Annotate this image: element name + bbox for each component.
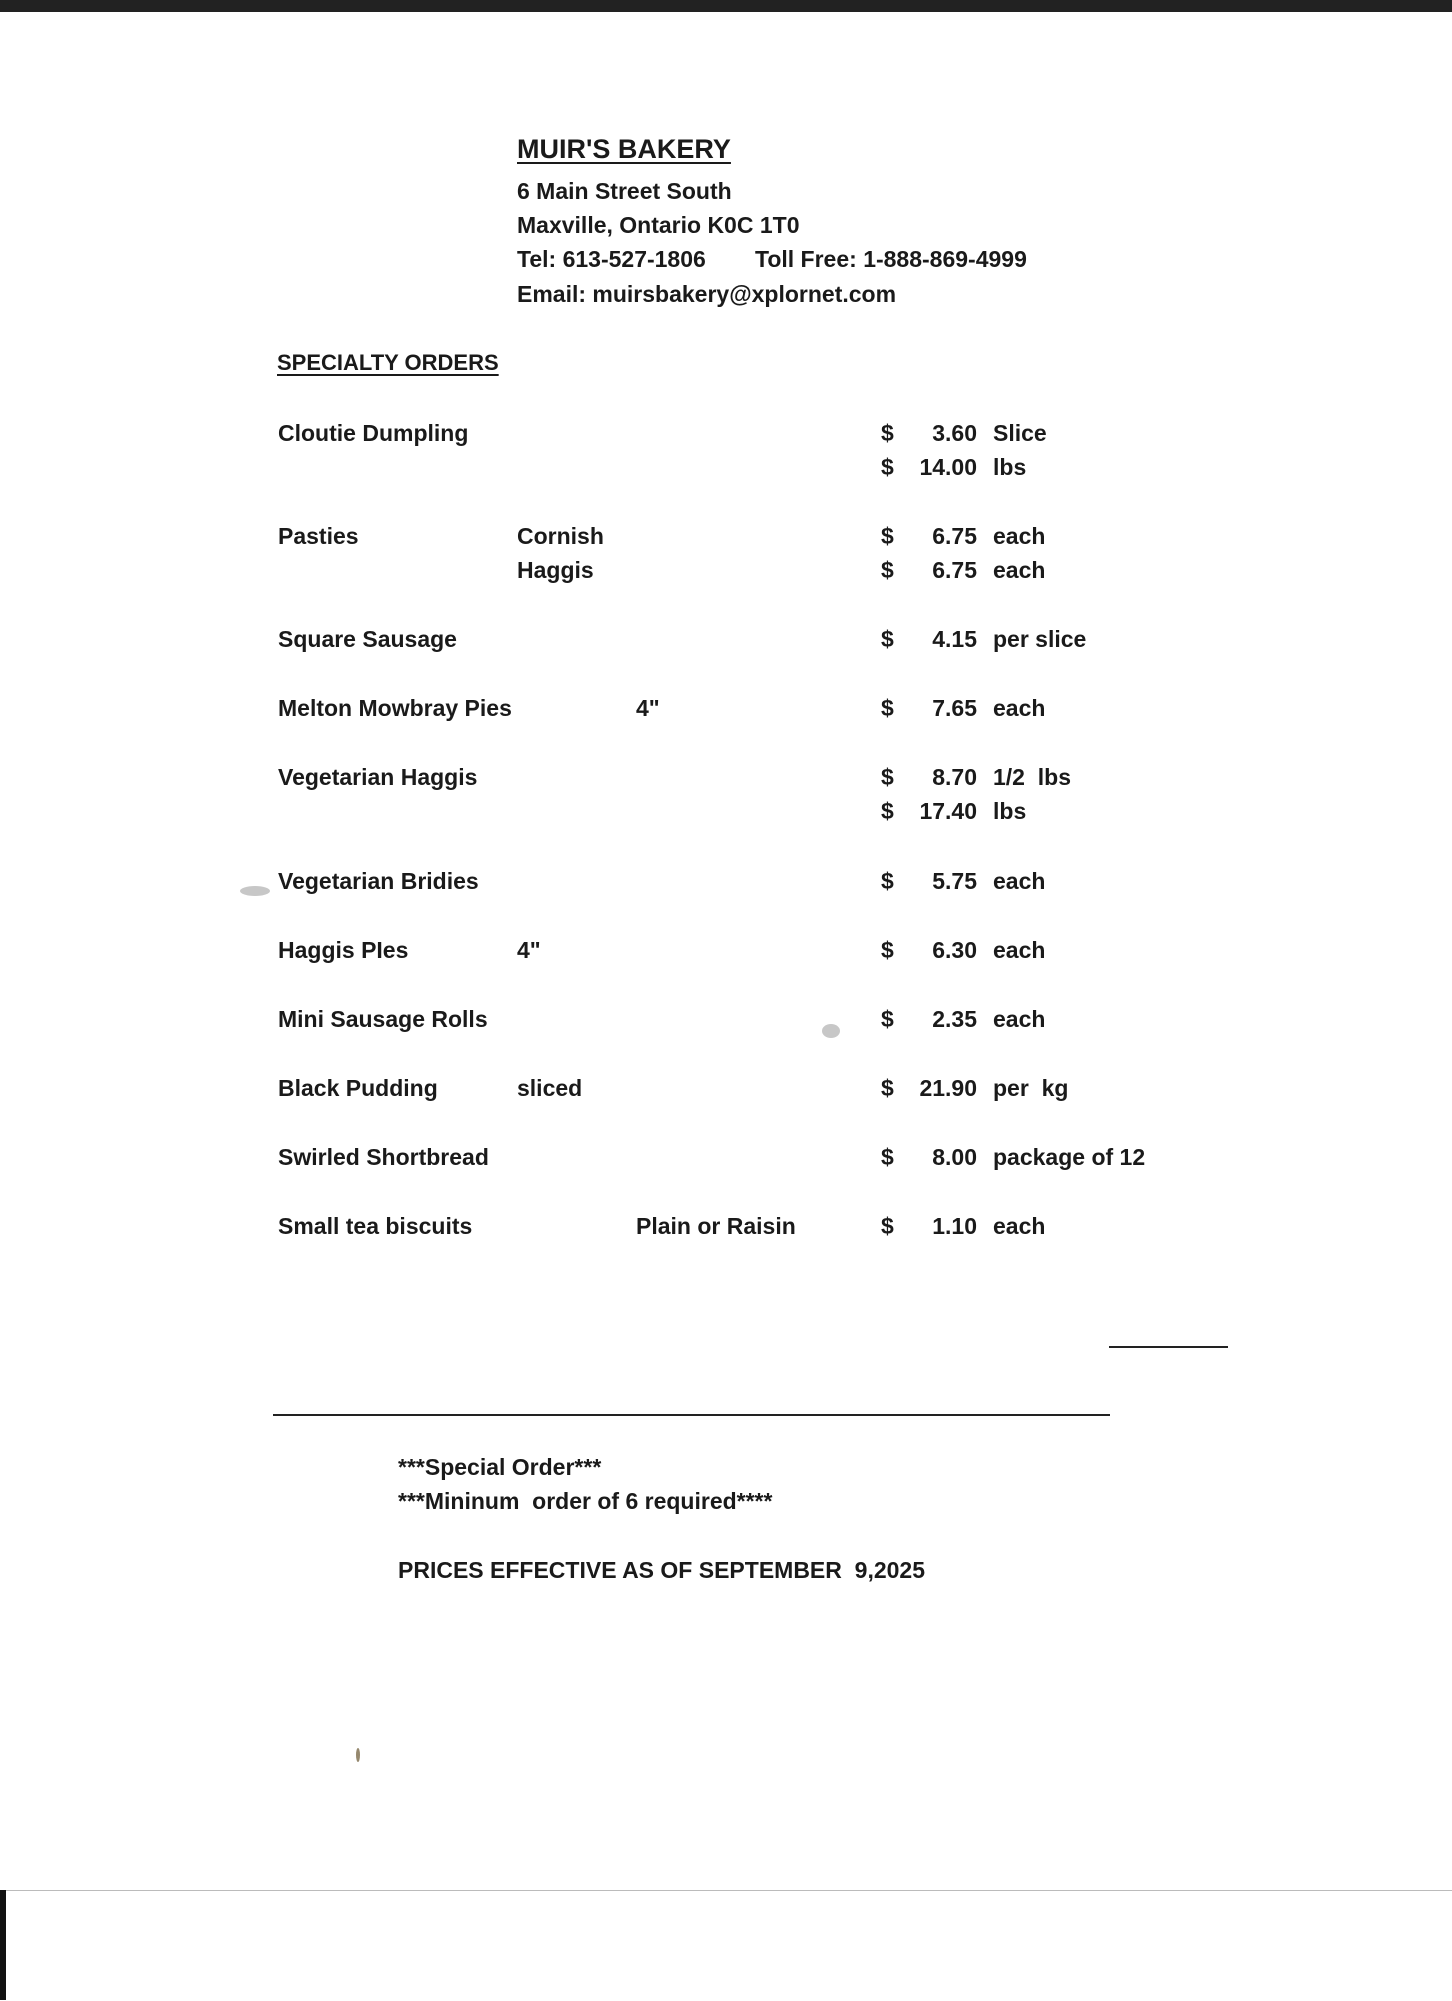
item-price: 8.70 [932,764,977,790]
scan-bottom-margin [0,1890,1452,2001]
item-unit: each [993,557,1046,583]
item-unit: per slice [993,626,1087,652]
item-price: 8.00 [932,1144,977,1170]
currency-symbol: $ [881,626,894,652]
currency-symbol: $ [881,1213,894,1239]
item-option: Plain or Raisin [636,1213,796,1239]
item-detail: 4" [517,937,541,963]
toll-free: Toll Free: 1-888-869-4999 [755,246,1027,272]
minimum-order-note: ***Mininum order of 6 required**** [398,1488,773,1514]
item-detail: Cornish [517,523,604,549]
item-price: 1.10 [932,1213,977,1239]
business-name: MUIR'S BAKERY [517,134,731,164]
section-title: SPECIALTY ORDERS [277,350,499,375]
currency-symbol: $ [881,1075,894,1101]
item-price: 4.15 [932,626,977,652]
currency-symbol: $ [881,557,894,583]
item-option: 4" [636,695,660,721]
item-unit: lbs [993,454,1027,480]
scan-top-edge [0,0,1452,12]
item-unit: lbs [993,798,1027,824]
item-price: 6.30 [932,937,977,963]
item-name: Melton Mowbray Pies [278,695,512,721]
currency-symbol: $ [881,1006,894,1032]
item-name: Cloutie Dumpling [278,420,469,446]
item-unit: each [993,1006,1046,1032]
item-name: Pasties [278,523,359,549]
currency-symbol: $ [881,695,894,721]
scan-left-edge [0,1890,6,2000]
scan-speck [822,1024,840,1038]
item-unit: Slice [993,420,1047,446]
item-unit: package of 12 [993,1144,1146,1170]
currency-symbol: $ [881,1144,894,1170]
currency-symbol: $ [881,937,894,963]
divider-line [273,1414,1110,1416]
item-name: Vegetarian Bridies [278,868,479,894]
item-unit: each [993,868,1046,894]
item-name: Black Pudding [278,1075,438,1101]
item-price: 2.35 [932,1006,977,1032]
telephone: Tel: 613-527-1806 [517,246,706,272]
currency-symbol: $ [881,868,894,894]
item-unit: 1/2 lbs [993,764,1071,790]
item-unit: each [993,695,1046,721]
address-line2: Maxville, Ontario K0C 1T0 [517,212,800,238]
item-price: 7.65 [932,695,977,721]
item-price: 3.60 [932,420,977,446]
currency-symbol: $ [881,454,894,480]
currency-symbol: $ [881,764,894,790]
item-price: 21.90 [919,1075,977,1101]
item-price: 17.40 [919,798,977,824]
item-name: Square Sausage [278,626,457,652]
item-name: Haggis PIes [278,937,409,963]
item-unit: per kg [993,1075,1069,1101]
item-name: Small tea biscuits [278,1213,473,1239]
address-line1: 6 Main Street South [517,178,732,204]
item-detail: sliced [517,1075,583,1101]
scan-speck [356,1748,360,1762]
email: Email: muirsbakery@xplornet.com [517,281,897,307]
item-unit: each [993,937,1046,963]
item-unit: each [993,1213,1046,1239]
effective-date-note: PRICES EFFECTIVE AS OF SEPTEMBER 9,2025 [398,1557,926,1583]
item-detail: Haggis [517,557,594,583]
item-name: Swirled Shortbread [278,1144,489,1170]
item-price: 5.75 [932,868,977,894]
item-name: Vegetarian Haggis [278,764,478,790]
currency-symbol: $ [881,523,894,549]
item-name: Mini Sausage Rolls [278,1006,488,1032]
item-unit: each [993,523,1046,549]
scan-speck [240,886,270,896]
item-price: 14.00 [919,454,977,480]
short-rule [1109,1346,1228,1348]
currency-symbol: $ [881,798,894,824]
item-price: 6.75 [932,523,977,549]
currency-symbol: $ [881,420,894,446]
item-price: 6.75 [932,557,977,583]
special-order-note: ***Special Order*** [398,1454,602,1480]
